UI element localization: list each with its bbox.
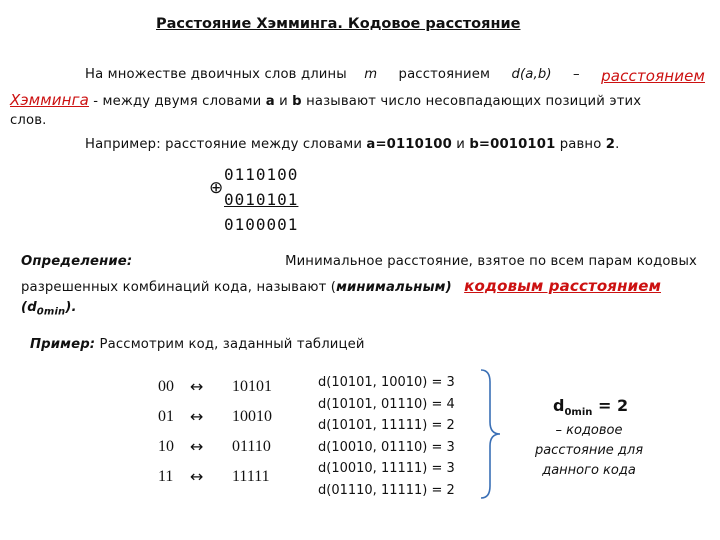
distances-list <box>318 372 455 501</box>
definition-label: Определение: <box>21 254 133 269</box>
distance-item: d(10101, 10010) = 3 <box>318 375 455 390</box>
xor-result: 0100001 <box>224 215 299 234</box>
xor-symbol: ⊕ <box>209 178 224 198</box>
definition-l2a: разрешенных комбинаций кода, называют ( <box>21 280 337 295</box>
para1-line1 <box>85 67 705 85</box>
right-brace-icon <box>478 368 504 500</box>
distance-item: d(10101, 11111) = 2 <box>318 418 455 433</box>
example1-prefix: Например: расстояние между словами <box>85 137 367 152</box>
code-word: 01110 <box>232 438 271 455</box>
para1-line2 <box>10 91 641 109</box>
definition-line2 <box>21 277 661 295</box>
definition-l3b: ). <box>65 300 77 315</box>
para1-l2a: - между двумя словами <box>88 94 266 109</box>
d-a-b: d(a,b) <box>511 67 552 82</box>
definition-line1 <box>21 254 697 269</box>
xor-line2: 0010101 <box>224 190 299 209</box>
para1-l1b: расстоянием <box>398 67 491 82</box>
double-arrow-icon: ↔ <box>190 467 204 486</box>
definition-l3sub: 0min <box>36 306 66 318</box>
definition-l1: Минимальное расстояние, взятое по всем парам кодовых <box>285 254 697 269</box>
double-arrow-icon: ↔ <box>190 437 204 456</box>
var-a: a <box>265 94 275 109</box>
code-msg: 10 <box>158 438 174 455</box>
term-hamming-1: расстоянием <box>601 67 705 85</box>
code-word: 10010 <box>232 408 272 425</box>
example2-text: Рассмотрим код, заданный таблицей <box>95 337 365 352</box>
example2-label: Пример: <box>30 337 96 352</box>
double-arrow-icon: ↔ <box>190 377 204 396</box>
code-table-messages <box>158 372 174 492</box>
example1-b: b=0010101 <box>469 137 556 152</box>
double-arrow-icon: ↔ <box>190 407 204 426</box>
result-d0min <box>553 396 628 418</box>
code-msg: 00 <box>158 378 174 395</box>
code-word: 11111 <box>232 468 270 485</box>
example1-suffix-b: . <box>615 137 620 152</box>
page-title: Расстояние Хэмминга. Кодовое расстояние <box>156 16 521 32</box>
para1-l1a: На множестве двоичных слов длины <box>85 67 347 82</box>
result-note-l2: расстояние для <box>534 443 644 458</box>
xor-line1: 0110100 <box>224 165 299 184</box>
result-eq: = 2 <box>592 396 629 415</box>
para1-l2and: и <box>274 94 293 109</box>
definition-l2bi: минимальным) <box>336 280 452 295</box>
code-msg: 11 <box>158 468 174 485</box>
term-code-distance: кодовым расстоянием <box>464 277 661 295</box>
example1-line <box>85 137 619 152</box>
example2-line <box>30 337 365 352</box>
var-b: b <box>292 94 302 109</box>
definition-l3a: ( <box>21 300 28 315</box>
var-m: m <box>364 67 378 82</box>
definition-l3d: d <box>27 300 37 315</box>
distance-item: d(10010, 01110) = 3 <box>318 439 455 455</box>
example1-a: a=0110100 <box>366 137 452 152</box>
para1-l1c: – <box>573 67 580 82</box>
result-d: d <box>553 396 565 415</box>
code-msg: 01 <box>158 408 174 425</box>
code-table-codes <box>232 372 272 492</box>
distance-item: d(01110, 11111) = 2 <box>318 482 455 498</box>
result-sub: 0min <box>564 407 593 419</box>
result-note <box>530 421 648 481</box>
example1-and: и <box>451 137 470 152</box>
distance-item: d(10010, 11111) = 3 <box>318 461 455 476</box>
para1-l2b: называют число несовпадающих позиций этих <box>301 94 642 109</box>
code-word: 10101 <box>232 378 272 395</box>
example1-suffix-a: равно <box>555 137 606 152</box>
para1-line3: слов. <box>10 113 47 128</box>
term-hamming-2: Хэмминга <box>10 91 89 109</box>
code-table-arrows <box>190 372 203 492</box>
example1-value: 2 <box>605 137 616 152</box>
definition-line3 <box>21 300 77 318</box>
result-note-l3: данного кода <box>542 463 636 478</box>
result-note-l1: – кодовое <box>555 423 623 438</box>
distance-item: d(10101, 01110) = 4 <box>318 396 455 412</box>
